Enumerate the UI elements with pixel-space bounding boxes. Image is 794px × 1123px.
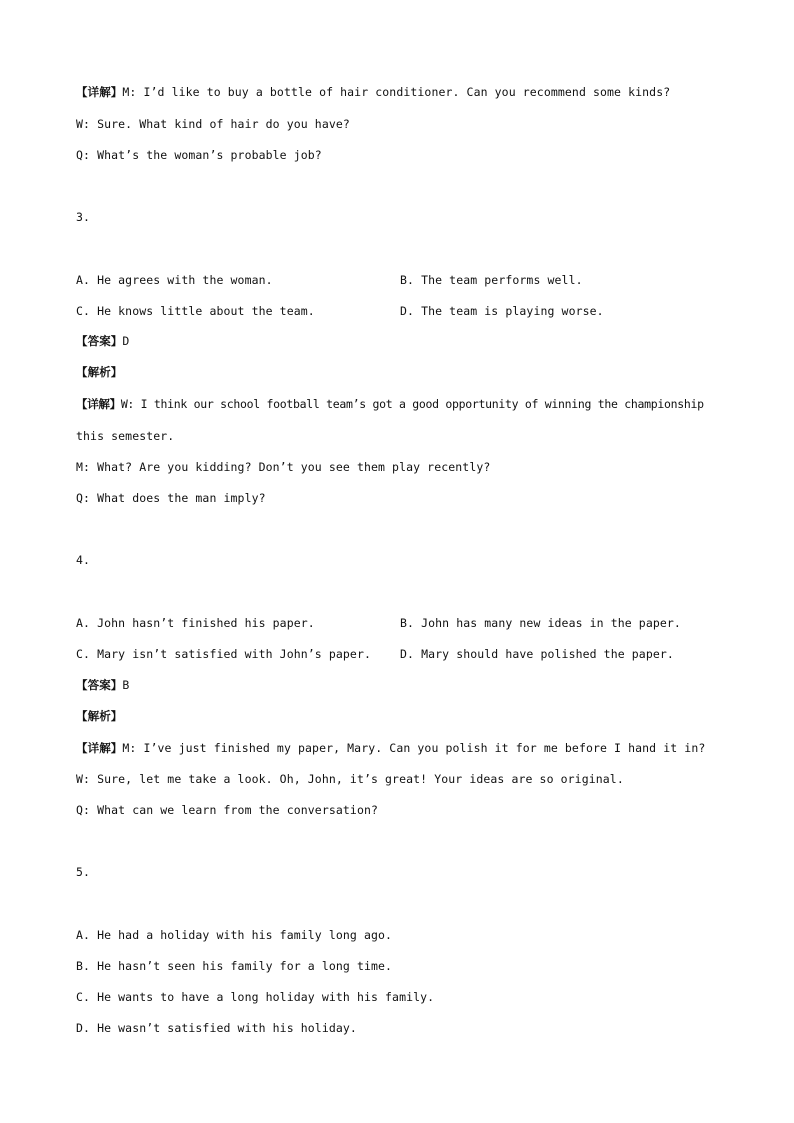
q3-number: 3.: [76, 210, 91, 224]
q4-option-d: D. Mary should have polished the paper.: [400, 647, 674, 661]
q2-detail-line-3: Q: What’s the woman’s probable job?: [76, 148, 322, 162]
q3-detail-line-4: Q: What does the man imply?: [76, 491, 266, 505]
q3-detail-line-1: 【详解】W: I think our school football team’s got a good opportunity of winning the championship: [76, 397, 704, 411]
q5-option-b: B. He hasn’t seen his family for a long time.: [76, 959, 393, 973]
q4-option-a: A. John hasn’t finished his paper.: [76, 616, 315, 630]
q3-option-c: C. He knows little about the team.: [76, 304, 315, 318]
answer-label: 【答案】: [76, 678, 123, 692]
q2-detail-line-2: W: Sure. What kind of hair do you have?: [76, 117, 350, 131]
q4-detail-line-2: W: Sure, let me take a look. Oh, John, it’s great! Your ideas are so original.: [76, 772, 624, 786]
q5-option-a: A. He had a holiday with his family long ago.: [76, 928, 393, 942]
q4-options-row-1: [76, 615, 681, 631]
q3-analysis-label: 【解析】: [76, 365, 123, 379]
q3-detail-line-3: M: What? Are you kidding? Don’t you see them play recently?: [76, 460, 491, 474]
q4-option-b: B. John has many new ideas in the paper.: [400, 616, 681, 630]
q3-detail-line-2: this semester.: [76, 429, 175, 443]
q3-options-row-1: [76, 272, 583, 288]
q4-option-c: C. Mary isn’t satisfied with John’s paper.: [76, 647, 371, 661]
q4-detail-line-1: 【详解】M: I’ve just finished my paper, Mary. Can you polish it for me before I hand it in?: [76, 741, 706, 755]
q5-option-d: D. He wasn’t satisfied with his holiday.: [76, 1021, 357, 1035]
detail-label: 【详解】: [76, 85, 123, 99]
q3-option-d: D. The team is playing worse.: [400, 304, 604, 318]
answer-label: 【答案】: [76, 334, 123, 348]
q5-option-c: C. He wants to have a long holiday with his family.: [76, 990, 435, 1004]
q4-options-row-2: [76, 646, 674, 662]
q2-detail-line-1: 【详解】M: I’d like to buy a bottle of hair conditioner. Can you recommend some kinds?: [76, 85, 671, 99]
answer-value: D: [122, 334, 130, 348]
q4-analysis-label: 【解析】: [76, 709, 123, 723]
q4-answer: [76, 677, 129, 693]
detail-label: 【详解】: [76, 397, 121, 411]
q3-option-a: A. He agrees with the woman.: [76, 273, 273, 287]
detail-label: 【详解】: [76, 741, 123, 755]
answer-value: B: [122, 678, 130, 692]
q4-detail-line-3: Q: What can we learn from the conversation?: [76, 803, 379, 817]
q3-options-row-2: [76, 303, 604, 319]
q3-option-b: B. The team performs well.: [400, 273, 583, 287]
q4-number: 4.: [76, 553, 91, 567]
q3-answer: [76, 333, 129, 349]
q5-number: 5.: [76, 865, 91, 879]
